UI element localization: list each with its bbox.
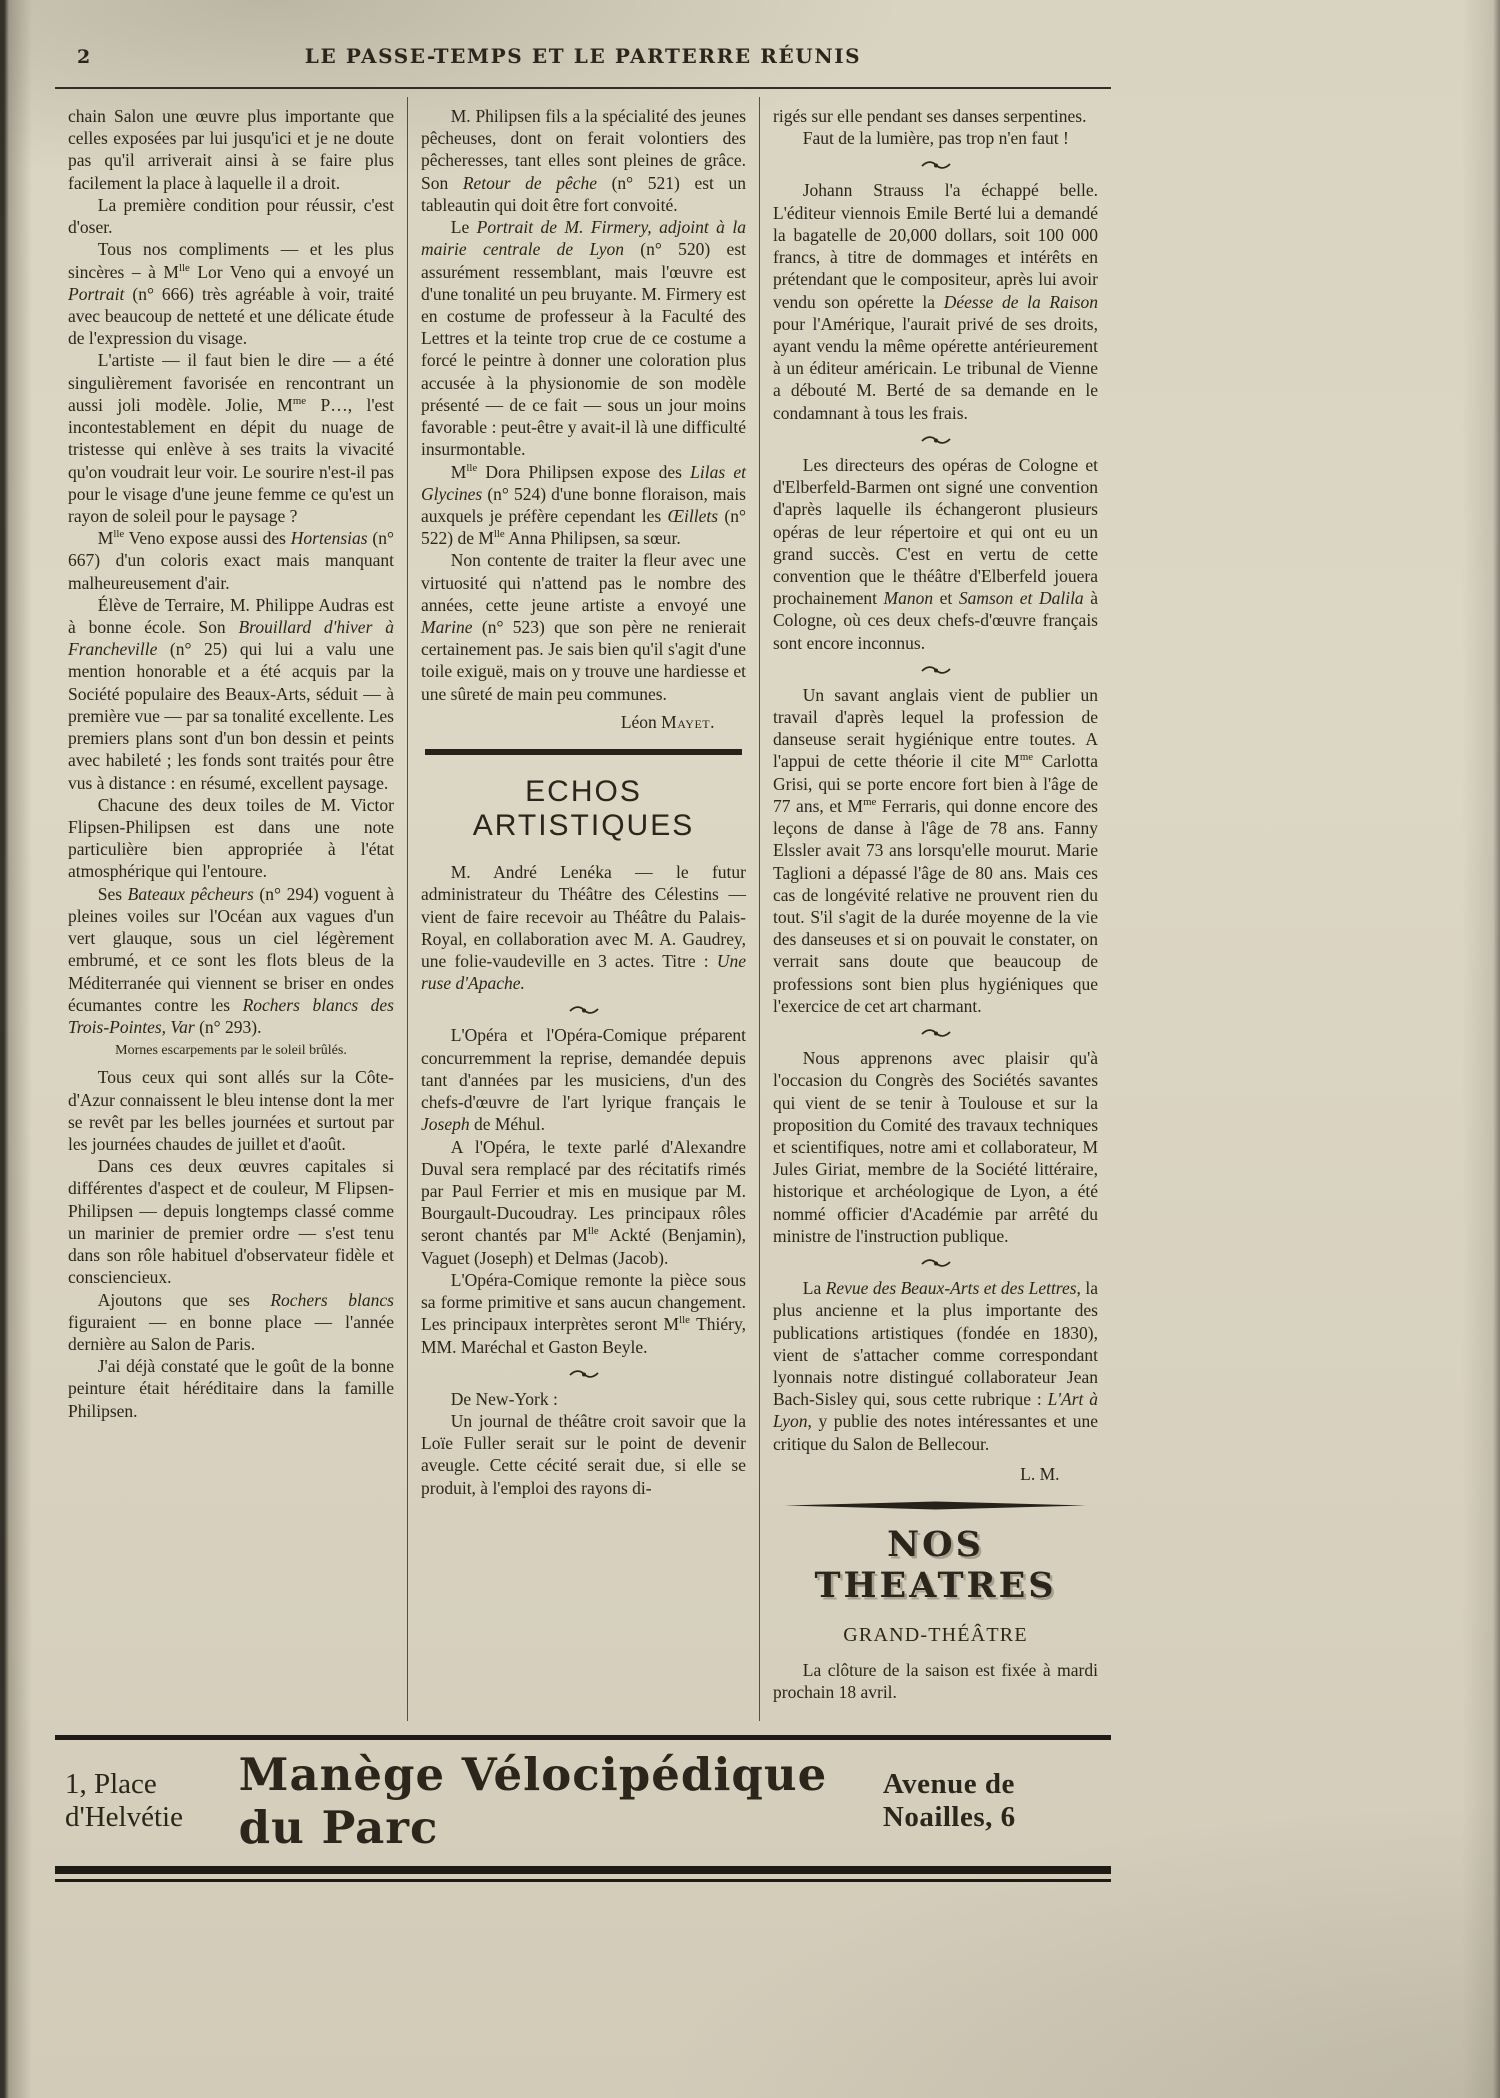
paragraph: Les directeurs des opéras de Cologne et d'Elberfeld-Barmen ont signé une convention d'après laquelle ils échangeront plusieurs opéras de leur répertoire et qui ont eu un grand succès. C'est en vertu de cette convention que le théâtre d'Elberfeld jouera prochainement Manon et Samson et Dalila à Cologne, où ces deux chefs-d'œuvre français sont encore inconnus. (773, 454, 1098, 653)
paragraph: M. André Lenéka — le futur administrateur du Théâtre des Célestins — vient de faire recevoir au Théâtre du Palais-Royal, en collaboration avec M. A. Gaudrey, une folie-vaudeville en 3 actes. Titre : Une ruse d'Apache. (421, 862, 746, 994)
fleuron-ornament (773, 1024, 1098, 1042)
fleuron-ornament (773, 431, 1098, 449)
bottom-rule (55, 1879, 1111, 1882)
paragraph: L'Opéra et l'Opéra-Comique préparent concurremment la reprise, demandée depuis tant d'années par les musiciens, d'un des chefs-d'œuvre de l'art lyrique français le Joseph de Méhul. (421, 1025, 746, 1135)
column-1 (55, 97, 407, 1721)
double-rule (425, 749, 742, 755)
author-signature: L. M. (1020, 1463, 1060, 1484)
paragraph: La Revue des Beaux-Arts et des Lettres, la plus ancienne et la plus importante des publications artistiques (fondée en 1830), vient de s'attacher comme correspondant lyonnais notre distingué collaborateur Jean Bach-Sisley qui, sous cette rubrique : L'Art à Lyon, y publie des notes intéressantes et une critique du Salon de Bellecour. (773, 1278, 1098, 1454)
column-2 (407, 97, 759, 1721)
section-heading-echos-artistiques: ECHOS ARTISTIQUES (472, 775, 695, 843)
paragraph: Tous nos compliments — et les plus sincères – à $M^{lle}$ Lor Veno qui a envoyé un Portrait (n° 666) très agréable à voir, traité avec beaucoup de netteté et une délicate étude de l'expression du visage. (68, 239, 394, 349)
fleuron-ornament (773, 661, 1098, 679)
columns-container (55, 97, 1111, 1721)
fleuron-ornament (773, 1254, 1098, 1272)
ad-right-address: Avenue de Noailles, 6 (882, 1768, 1016, 1834)
page-number: 2 (77, 46, 91, 68)
ad-left-address: 1, Place d'Helvétie (65, 1768, 183, 1834)
fleuron-ornament (421, 1365, 746, 1383)
subheading-grand-theatre: GRAND-THÉÂTRE (843, 1624, 1028, 1647)
paragraph: A l'Opéra, le texte parlé d'Alexandre Duval sera remplacé par des récitatifs rimés par Paul Ferrier et mis en musique par M. Bourgault-Ducoudray. Les principaux rôles seront chantés par $M^{lle}$ Ackté (Benjamin), Vaguet (Joseph) et Delmas (Jacob). (421, 1136, 746, 1268)
paragraph: rigés sur elle pendant ses danses serpentines. (773, 106, 1087, 126)
paragraph: Chacune des deux toiles de M. Victor Flipsen-Philipsen est dans une note particulière bien appropriée à l'état atmosphérique qui l'entoure. (68, 794, 394, 882)
paragraph: Le Portrait de M. Firmery, adjoint à la mairie centrale de Lyon (n° 520) est assurément ressemblant, mais l'œuvre est d'une tonalité un peu bruyante. M. Firmery est en costume de professeur à la Faculté des Lettres et la teinte trop crue de ce costume a forcé le peintre à donner une coloration plus accusée à la physionomie de son modèle présenté — de ce fait — sous un jour moins favorable : peut-être y avait-il là une difficulté insurmontable. (421, 217, 746, 460)
section-heading-nos-theatres: NOS THEATRES (814, 1524, 1057, 1607)
paragraph: Johann Strauss l'a échappé belle. L'éditeur viennois Emile Berté lui a demandé la bagatelle de 20,000 dollars, soit 100 000 francs, à titre de dommages et intérêts en prétendant que le compositeur, après lui avoir vendu son opérette la Déesse de la Raison pour l'Amérique, l'aurait privé de ses droits, ayant vendu la même opérette antérieurement à un éditeur américain. Le tribunal de Vienne a débouté M. Berté de sa demande en le condamnant à tous les frais. (773, 180, 1099, 423)
paragraph: chain Salon une œuvre plus importante que celles exposées par lui jusqu'ici et je ne doute pas qu'il arriverait ainsi à se faire plus facilement la place à laquelle il a droit. (68, 106, 394, 193)
paragraph: $M^{lle}$ Veno expose aussi des Hortensias (n° 667) d'un coloris exact mais manquant malheureusement d'air. (68, 528, 394, 593)
paragraph: M. Philipsen fils a la spécialité des jeunes pêcheuses, dont on ferait volontiers des pêcheresses, tant elles sont pleines de grâce. Son Retour de pêche (n° 521) est un tableautin qui doit être fort convoité. (421, 106, 747, 215)
paragraph: Ses Bateaux pêcheurs (n° 294) voguent à pleines voiles sur l'Océan aux vagues d'un vert glauque, sous un ciel légèrement embrumé, et ce sont les flots bleus de la Méditerranée qui viennent se briser en ondes écumantes contre les Rochers blancs des Trois-Pointes, Var (n° 293). (68, 883, 395, 1037)
fleuron-ornament (421, 1001, 746, 1019)
paragraph: Un journal de théâtre croit savoir que la Loïe Fuller serait sur le point de devenir aveugle. Cette cécité serait due, si elle se produit, à l'emploi des rayons di- (421, 1410, 746, 1498)
ad-banner (55, 1735, 1111, 1874)
ad-title: Manège Vélocipédique du Parc (238, 1748, 828, 1855)
paragraph: Élève de Terraire, M. Philippe Audras est à bonne école. Son Brouillard d'hiver à Francheville (n° 25) qui lui a valu une mention honorable et a été acquis par la Société populaire des Beaux-Arts, séduit — à première vue — par sa tonalité excellente. Les premiers plans sont d'un bon dessin et peints avec habileté ; les fonds sont traités pour être vus à distance : en résumé, excellent paysage. (68, 594, 394, 793)
paragraph: L'Opéra-Comique remonte la pièce sous sa forme primitive et sans aucun changement. Les principaux interprètes seront $M^{lle}$ Thiéry, MM. Maréchal et Gaston Beyle. (421, 1269, 746, 1357)
paragraph: Dans ces deux œuvres capitales si différentes d'aspect et de couleur, M Flipsen-Philipsen — depuis longtemps classé comme un marinier de premier ordre — s'est tenu dans son rôle habituel d'observateur fidèle et consciencieux. (68, 1156, 394, 1288)
paragraph: Tous ceux qui sont allés sur la Côte-d'Azur connaissent le bleu intense dont la mer se revêt par les belles journées et surtout par les journées chaudes de juillet et d'août. (68, 1067, 394, 1155)
paragraph: Non contente de traiter la fleur avec une virtuosité qui n'attend pas le nombre des années, cette jeune artiste a envoyé une Marine (n° 523) que son père ne renierait certainement pas. Je sais bien qu'il s'agit d'une toile exiguë, mais on y trouve une hardiesse et une sûreté de main peu communes. (421, 550, 746, 704)
caption: Mornes escarpements par le soleil brûlés. (115, 1043, 347, 1059)
page-header (55, 30, 1111, 78)
fleuron-ornament (773, 156, 1098, 174)
paragraph: Nous apprenons avec plaisir qu'à l'occasion du Congrès des Sociétés savantes qui vient de se tenir à Toulouse et sur la proposition du Comité des travaux techniques et scientifiques, notre ami et collaborateur, M Jules Giriat, membre de la Société littéraire, historique et archéologique de Lyon, a été nommé officier d'Académie par arrêté du ministre de l'instruction publique. (773, 1048, 1098, 1246)
swelled-rule (785, 1501, 1086, 1510)
page-sheet (55, 30, 1111, 1882)
masthead-title: LE PASSE-TEMPS ET LE PARTERRE RÉUNIS (304, 44, 862, 68)
header-rule (55, 87, 1111, 89)
paragraph: $M^{lle}$ Dora Philipsen expose des Lilas et Glycines (n° 524) d'une bonne floraison, mais auxquels je préfère cependant les Œillets (n° 522) de $M^{lle}$ Anna Philipsen, sa sœur. (421, 461, 746, 549)
author-signature: Léon Mayet. (620, 711, 715, 732)
column-3 (759, 97, 1111, 1721)
paragraph: Un savant anglais vient de publier un travail d'après lequel la profession de danseuse serait hygiénique entre toutes. A l'appui de cette théorie il cite $M^{me}$ Carlotta Grisi, qui se porte encore fort bien à l'âge de 77 ans, et $M^{me}$ Ferraris, qui donne encore des leçons de danse à l'âge de 78 ans. Fanny Elssler avait 73 ans lorsqu'elle mourut. Marie Taglioni a dépassé l'âge de 80 ans. Mais ces cas de longévité relative ne prouvent rien du tout. S'il s'agit de la durée moyenne de la vie des danseuses et si on pouvait le constater, on verrait sans doute que beaucoup de professions sont bien plus hygiéniques que l'exercice de cet art charmant. (773, 684, 1098, 1016)
paragraph: L'artiste — il faut bien le dire — a été singulièrement favorisée en rencontrant un aussi joli modèle. Jolie, $M^{me}$ P…, l'est incontestablement en dépit du nuage de tristesse qui enlève à ses traits la vivacité qu'on voudrait leur voir. Le sourire n'est-il pas pour le visage d'une jeune femme ce qu'est un rayon de soleil pour le paysage ? (68, 350, 394, 526)
paragraph: De New-York : (450, 1388, 558, 1409)
paragraph: Ajoutons que ses Rochers blancs figuraient — en bonne place — l'année dernière au Salon de Paris. (68, 1289, 394, 1354)
paragraph: La première condition pour réussir, c'est d'oser. (68, 194, 394, 238)
paragraph: La clôture de la saison est fixée à mardi prochain 18 avril. (773, 1660, 1098, 1703)
paragraph: J'ai déjà constaté que le goût de la bonne peinture était héréditaire dans la famille Philipsen. (68, 1356, 394, 1421)
paragraph: Faut de la lumière, pas trop n'en faut ! (802, 128, 1069, 149)
